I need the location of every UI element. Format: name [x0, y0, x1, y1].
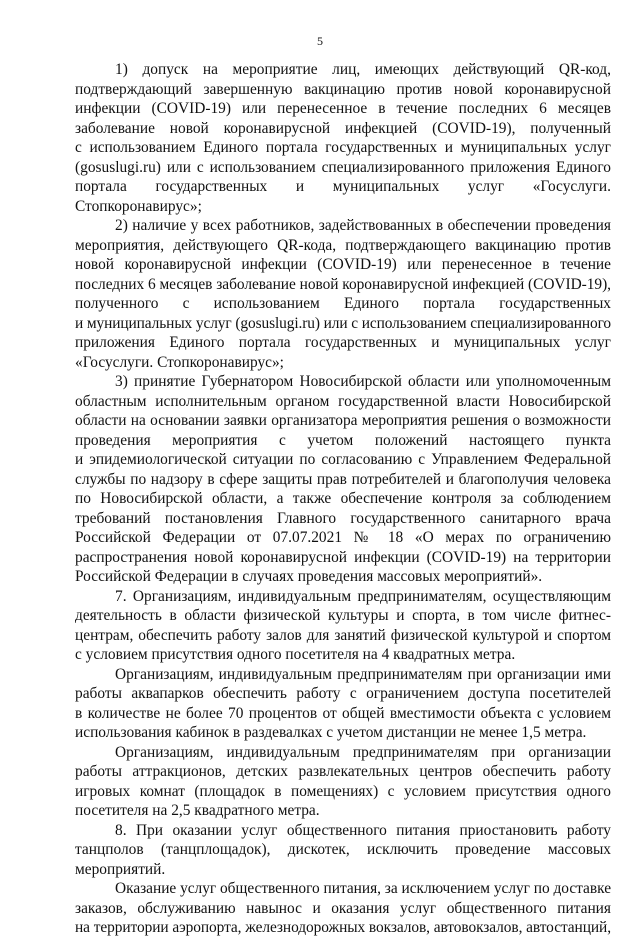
text-line: подтверждающий завершенную вакцинацию против новой коронавирусной	[75, 80, 611, 98]
text-line: требований постановления Главного государственного санитарного врача	[75, 509, 611, 527]
paragraph-item-1	[75, 60, 611, 216]
text-line: 3) принятие Губернатором Новосибирской области или уполномоченным	[115, 373, 611, 390]
text-line: инфекции (COVID-19) или перенесенное в течение последних 6 месяцев	[75, 100, 611, 117]
text-line: и эпидемиологической ситуации по согласованию с Управлением Федеральной	[75, 451, 611, 468]
text-line: области на основании заявки организатора мероприятия решения о возможности	[75, 412, 611, 429]
text-line: 8. При оказании услуг общественного питания приостановить работу	[115, 821, 611, 839]
paragraph-aquaparks	[75, 665, 611, 743]
text-line: областным исполнительным органом государственной власти Новосибирской	[75, 392, 611, 410]
document-body	[75, 60, 611, 938]
paragraph-catering	[75, 879, 611, 938]
paragraph-item-3	[75, 372, 611, 587]
text-line: заболевание новой коронавирусной инфекцией (COVID-19), полученный	[75, 119, 611, 137]
text-line: проведения мероприятия с учетом положений настоящего пункта	[75, 431, 611, 449]
text-line: деятельность в области физической культуры и спорта, в том числе фитнес-	[75, 607, 611, 624]
text-line: с использованием Единого портала государственных и муниципальных услуг	[75, 139, 611, 156]
text-line: распространения новой коронавирусной инфекции (COVID-19) на территории	[75, 548, 611, 566]
paragraph-item-2	[75, 216, 611, 372]
text-line: новой коронавирусной инфекции (COVID-19) или перенесенное в течение	[75, 256, 611, 273]
text-line: (gosuslugi.ru) или с использованием специализированного приложения Единого	[75, 158, 611, 176]
text-line: использования кабинок в раздевалках с учетом дистанции не менее 1,5 метра.	[75, 724, 587, 741]
page-number: 5	[317, 34, 323, 48]
text-line: 1) допуск на мероприятие лиц, имеющих действующий QR-код,	[115, 61, 611, 78]
text-line: службы по надзору в сфере защиты прав потребителей и благополучия человека	[75, 470, 611, 488]
text-line: Оказание услуг общественного питания, за исключением услуг по доставке	[115, 880, 611, 897]
text-line: приложения Единого портала государственных и муниципальных услуг	[75, 334, 611, 351]
text-line: с условием присутствия одного посетителя на 4 квадратных метра.	[75, 646, 516, 663]
text-line: последних 6 месяцев заболевание новой коронавирусной инфекцией (COVID-19),	[75, 275, 611, 293]
text-line: мероприятий.	[75, 860, 166, 878]
text-line: Российской Федерации от 07.07.2021 № 18 «О мерах по ограничению	[75, 529, 611, 546]
text-line: Организациям, индивидуальным предпринимателям при организации	[115, 743, 611, 761]
text-line: заказов, обслуживанию навынос и оказания услуг общественного питания	[75, 899, 611, 917]
text-line: и муниципальных услуг (gosuslugi.ru) или с использованием специализированного	[75, 314, 611, 332]
text-line: 2) наличие у всех работников, задействованных в обеспечении проведения	[115, 217, 611, 234]
paragraph-attractions	[75, 743, 611, 821]
text-line: мероприятия, действующего QR-кода, подтверждающего вакцинацию против	[75, 236, 611, 254]
paragraph-item-8	[75, 821, 611, 880]
text-line: работы аквапарков обеспечить работу с ограничением доступа посетителей	[75, 685, 611, 702]
paragraph-item-7	[75, 587, 611, 665]
text-line: 7. Организациям, индивидуальным предпринимателям, осуществляющим	[115, 587, 611, 605]
text-line: игровых комнат (площадок в помещениях) с условием присутствия одного	[75, 782, 611, 800]
text-line: Организациям, индивидуальным предпринимателям при организации ими	[115, 665, 611, 683]
text-line: посетителя на 2,5 квадратного метра.	[75, 802, 320, 819]
text-line: портала государственных и муниципальных услуг «Госуслуги.	[75, 178, 611, 195]
text-line: по Новосибирской области, а также обеспечение контроля за соблюдением	[75, 490, 611, 507]
text-line: Российской Федерации в случаях проведения массовых мероприятий».	[75, 568, 543, 585]
text-line: полученного с использованием Единого портала государственных	[75, 295, 611, 312]
text-line: работы аттракционов, детских развлекательных центров обеспечить работу	[75, 763, 611, 780]
text-line: Стопкоронавирус»;	[75, 197, 202, 215]
text-line: на территории аэропорта, железнодорожных вокзалов, автовокзалов, автостанций,	[75, 919, 611, 936]
text-line: центрам, обеспечить работу залов для занятий физической культурой и спортом	[75, 626, 611, 644]
text-line: в количестве не более 70 процентов от общей вместимости объекта с условием	[75, 704, 611, 722]
text-line: танцполов (танцплощадок), дискотек, исключить проведение массовых	[75, 841, 611, 858]
text-line: «Госуслуги. Стопкоронавирус»;	[75, 353, 284, 371]
